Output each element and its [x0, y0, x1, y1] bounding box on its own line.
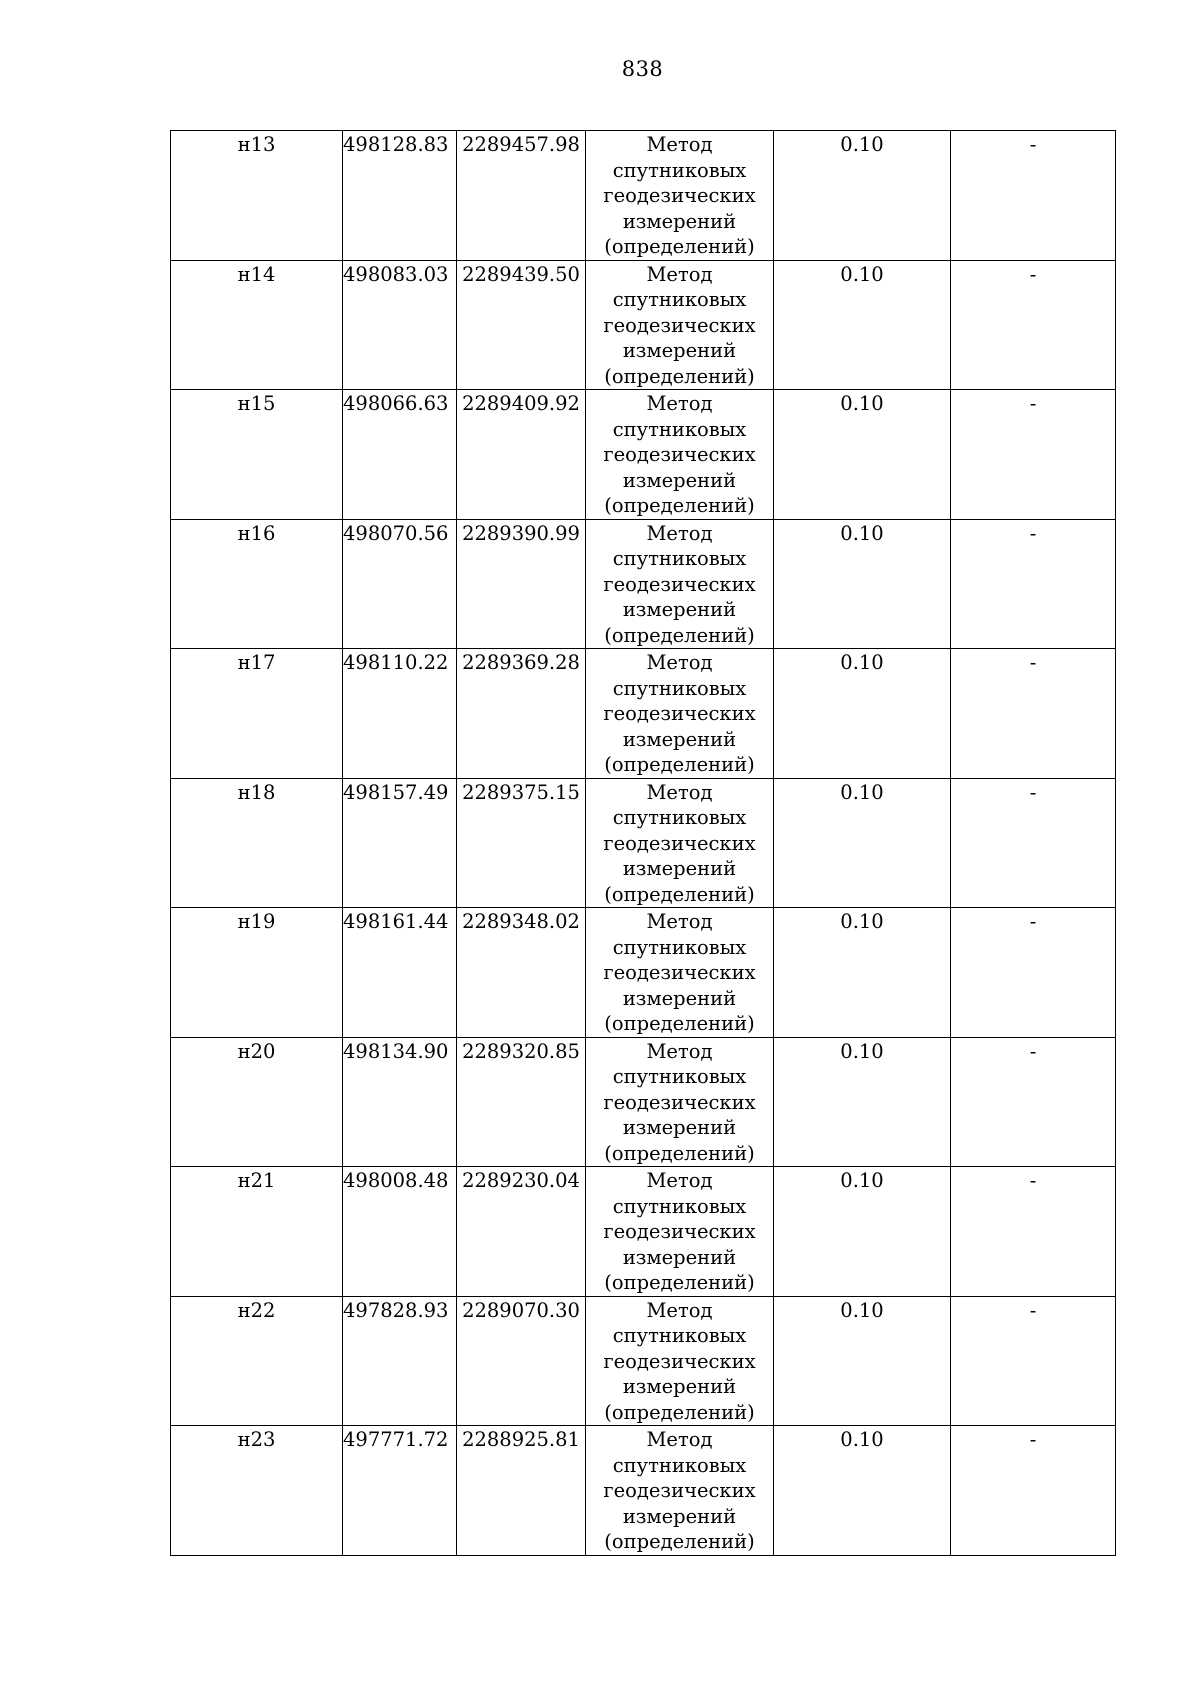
method-line: измерений — [622, 1375, 737, 1398]
point-name-cell-text: н18 — [237, 780, 276, 804]
coordinate-y-cell-text: 2289369.28 — [462, 651, 580, 674]
accuracy-cell — [774, 649, 951, 779]
coordinate-x-cell — [343, 649, 457, 779]
coordinate-y-cell-text: 2288925.81 — [462, 1428, 580, 1451]
table-row — [171, 908, 1116, 1038]
note-cell-text: - — [1029, 910, 1037, 933]
method-cell-text — [586, 1038, 773, 1167]
method-cell — [586, 131, 774, 261]
coordinate-x-cell — [343, 1037, 457, 1167]
method-cell — [586, 390, 774, 520]
method-cell-text — [586, 1167, 773, 1296]
accuracy-cell — [774, 778, 951, 908]
point-name-cell-text: н19 — [237, 910, 276, 933]
point-name-cell — [171, 1296, 343, 1426]
coordinate-y-cell — [457, 1037, 586, 1167]
method-cell-text — [586, 131, 773, 260]
method-line: геодезических — [603, 1349, 756, 1373]
coordinate-y-cell — [457, 131, 586, 261]
coordinate-x-cell-text: 497771.72 — [343, 1428, 449, 1451]
method-line: измерений — [622, 1504, 737, 1528]
coordinate-y-cell-text: 2289230.04 — [462, 1169, 580, 1192]
method-line: геодезических — [603, 443, 756, 466]
coordinate-x-cell-text: 498083.03 — [343, 262, 449, 286]
method-line: Метод — [646, 133, 713, 156]
accuracy-cell — [774, 390, 951, 520]
method-line: (определений) — [604, 753, 755, 776]
coordinate-x-cell — [343, 908, 457, 1038]
table-row — [171, 519, 1116, 649]
note-cell — [951, 131, 1116, 261]
coordinate-y-cell — [457, 1426, 586, 1556]
method-line: спутниковых — [612, 935, 747, 959]
method-line: (определений) — [604, 1271, 755, 1294]
method-line: Метод — [646, 651, 713, 674]
method-line: измерений — [622, 598, 737, 621]
point-name-cell — [171, 131, 343, 261]
page-number: 838 — [621, 57, 664, 81]
table-row — [171, 390, 1116, 520]
accuracy-cell — [774, 1037, 951, 1167]
coordinate-x-cell — [343, 778, 457, 908]
method-line: Метод — [646, 392, 713, 415]
method-cell — [586, 778, 774, 908]
accuracy-cell-text: 0.10 — [840, 133, 884, 156]
method-line: Метод — [646, 1298, 713, 1322]
coordinate-y-cell-text: 2289390.99 — [462, 521, 580, 545]
point-name-cell-text: н16 — [237, 521, 276, 545]
note-cell — [951, 1167, 1116, 1297]
method-line: измерений — [622, 339, 737, 362]
coordinate-y-cell — [457, 778, 586, 908]
coordinate-x-cell-text: 497828.93 — [343, 1298, 449, 1322]
accuracy-cell — [774, 1296, 951, 1426]
method-cell-text — [586, 261, 773, 390]
method-line: измерений — [622, 727, 737, 751]
method-cell-text — [586, 649, 773, 778]
method-line: геодезических — [603, 1479, 756, 1502]
coordinate-x-cell — [343, 1296, 457, 1426]
method-line: геодезических — [603, 184, 756, 207]
coordinate-x-cell — [343, 1167, 457, 1297]
point-name-cell-text: н13 — [237, 133, 276, 156]
accuracy-cell-text: 0.10 — [840, 910, 884, 933]
method-line: (определений) — [604, 235, 755, 258]
coordinate-y-cell — [457, 1167, 586, 1297]
method-cell-text — [586, 520, 773, 649]
coordinate-y-cell — [457, 260, 586, 390]
method-line: измерений — [622, 986, 737, 1010]
point-name-cell — [171, 649, 343, 779]
method-line: (определений) — [604, 1141, 755, 1165]
method-cell — [586, 1426, 774, 1556]
point-name-cell — [171, 1167, 343, 1297]
accuracy-cell-text: 0.10 — [840, 262, 884, 286]
method-line: (определений) — [604, 1530, 755, 1553]
accuracy-cell-text: 0.10 — [840, 521, 884, 545]
coordinate-y-cell-text: 2289439.50 — [462, 262, 580, 286]
point-name-cell — [171, 390, 343, 520]
method-cell — [586, 519, 774, 649]
table-row — [171, 778, 1116, 908]
method-line: спутниковых — [612, 1324, 747, 1347]
method-line: спутниковых — [612, 417, 747, 441]
table-row — [171, 1426, 1116, 1556]
coordinate-x-cell-text: 498161.44 — [343, 910, 449, 933]
method-line: спутниковых — [612, 806, 747, 829]
method-line: Метод — [646, 1169, 713, 1192]
point-name-cell-text: н20 — [237, 1039, 276, 1063]
accuracy-cell-text: 0.10 — [840, 392, 884, 415]
method-cell — [586, 1296, 774, 1426]
coordinate-x-cell — [343, 519, 457, 649]
coordinates-table-body — [171, 131, 1116, 1556]
coordinate-x-cell — [343, 1426, 457, 1556]
method-line: геодезических — [603, 831, 756, 855]
method-line: (определений) — [604, 882, 755, 906]
method-line: спутниковых — [612, 288, 747, 311]
method-cell — [586, 649, 774, 779]
coordinate-x-cell-text: 498070.56 — [343, 521, 449, 545]
method-line: измерений — [622, 1245, 737, 1269]
coordinate-y-cell-text: 2289348.02 — [462, 910, 580, 933]
method-cell-text — [586, 779, 773, 908]
point-name-cell-text: н15 — [237, 392, 276, 415]
point-name-cell-text: н17 — [237, 651, 276, 674]
coordinate-y-cell — [457, 390, 586, 520]
method-cell-text — [586, 390, 773, 519]
accuracy-cell-text: 0.10 — [840, 1039, 884, 1063]
accuracy-cell — [774, 1426, 951, 1556]
point-name-cell — [171, 1037, 343, 1167]
note-cell — [951, 1426, 1116, 1556]
accuracy-cell — [774, 519, 951, 649]
note-cell — [951, 908, 1116, 1038]
coordinate-x-cell — [343, 260, 457, 390]
method-cell — [586, 1037, 774, 1167]
accuracy-cell — [774, 908, 951, 1038]
coordinate-x-cell — [343, 131, 457, 261]
point-name-cell — [171, 778, 343, 908]
note-cell — [951, 649, 1116, 779]
note-cell — [951, 1296, 1116, 1426]
method-line: геодезических — [603, 1220, 756, 1243]
accuracy-cell-text: 0.10 — [840, 651, 884, 674]
note-cell-text: - — [1029, 780, 1037, 804]
method-line: измерений — [622, 857, 737, 880]
coordinate-x-cell-text: 498134.90 — [343, 1039, 449, 1063]
method-line: (определений) — [604, 364, 755, 388]
note-cell-text: - — [1029, 1039, 1037, 1063]
coordinates-table — [170, 130, 1116, 1556]
method-line: спутниковых — [612, 547, 747, 570]
accuracy-cell — [774, 131, 951, 261]
method-line: геодезических — [603, 572, 756, 596]
method-line: геодезических — [603, 702, 756, 725]
method-cell — [586, 1167, 774, 1297]
method-cell-text — [586, 1426, 773, 1555]
coordinate-y-cell — [457, 908, 586, 1038]
method-line: спутниковых — [612, 1453, 747, 1477]
method-cell-text — [586, 908, 773, 1037]
note-cell-text: - — [1029, 262, 1037, 286]
note-cell — [951, 1037, 1116, 1167]
method-cell — [586, 260, 774, 390]
point-name-cell-text: н22 — [237, 1298, 276, 1322]
coordinate-x-cell — [343, 390, 457, 520]
accuracy-cell-text: 0.10 — [840, 1428, 884, 1451]
point-name-cell — [171, 519, 343, 649]
coordinate-y-cell — [457, 649, 586, 779]
method-cell — [586, 908, 774, 1038]
coordinate-y-cell — [457, 1296, 586, 1426]
coordinate-x-cell-text: 498110.22 — [343, 651, 449, 674]
note-cell-text: - — [1029, 1298, 1037, 1322]
point-name-cell-text: н23 — [237, 1428, 276, 1451]
method-line: измерений — [622, 209, 737, 233]
method-cell-text — [586, 1297, 773, 1426]
point-name-cell — [171, 260, 343, 390]
method-line: Метод — [646, 521, 713, 545]
coordinate-x-cell-text: 498157.49 — [343, 780, 449, 804]
method-line: (определений) — [604, 623, 755, 647]
method-line: (определений) — [604, 494, 755, 517]
method-line: геодезических — [603, 961, 756, 984]
accuracy-cell-text: 0.10 — [840, 1169, 884, 1192]
table-row — [171, 260, 1116, 390]
note-cell — [951, 519, 1116, 649]
table-row — [171, 1167, 1116, 1297]
accuracy-cell — [774, 1167, 951, 1297]
method-line: спутниковых — [612, 1065, 747, 1088]
accuracy-cell — [774, 260, 951, 390]
coordinate-y-cell-text: 2289320.85 — [462, 1039, 580, 1063]
method-line: измерений — [622, 1116, 737, 1139]
point-name-cell — [171, 908, 343, 1038]
coordinate-y-cell-text: 2289457.98 — [462, 133, 580, 156]
method-line: Метод — [646, 1039, 713, 1063]
note-cell — [951, 260, 1116, 390]
method-line: Метод — [646, 910, 713, 933]
method-line: Метод — [646, 262, 713, 286]
note-cell-text: - — [1029, 133, 1037, 156]
method-line: (определений) — [604, 1400, 755, 1424]
table-row — [171, 1296, 1116, 1426]
note-cell-text: - — [1029, 651, 1037, 674]
note-cell-text: - — [1029, 521, 1037, 545]
point-name-cell-text: н14 — [237, 262, 276, 286]
accuracy-cell-text: 0.10 — [840, 780, 884, 804]
method-line: геодезических — [603, 313, 756, 337]
table-row — [171, 1037, 1116, 1167]
accuracy-cell-text: 0.10 — [840, 1298, 884, 1322]
coordinate-x-cell-text: 498066.63 — [343, 392, 449, 415]
coordinate-y-cell — [457, 519, 586, 649]
coordinate-y-cell-text: 2289070.30 — [462, 1298, 580, 1322]
table-row — [171, 131, 1116, 261]
coordinate-x-cell-text: 498008.48 — [343, 1169, 449, 1192]
coordinate-y-cell-text: 2289409.92 — [462, 392, 580, 415]
note-cell — [951, 778, 1116, 908]
method-line: геодезических — [603, 1090, 756, 1114]
note-cell-text: - — [1029, 1169, 1037, 1192]
point-name-cell-text: н21 — [237, 1169, 276, 1192]
method-line: спутниковых — [612, 1194, 747, 1218]
method-line: Метод — [646, 1428, 713, 1451]
method-line: (определений) — [604, 1012, 755, 1035]
method-line: спутниковых — [612, 158, 747, 182]
table-row — [171, 649, 1116, 779]
method-line: измерений — [622, 468, 737, 492]
note-cell-text: - — [1029, 1428, 1037, 1451]
method-line: Метод — [646, 780, 713, 804]
coordinate-x-cell-text: 498128.83 — [343, 133, 449, 156]
point-name-cell — [171, 1426, 343, 1556]
method-line: спутниковых — [612, 676, 747, 700]
note-cell-text: - — [1029, 392, 1037, 415]
coordinate-y-cell-text: 2289375.15 — [462, 780, 580, 804]
note-cell — [951, 390, 1116, 520]
